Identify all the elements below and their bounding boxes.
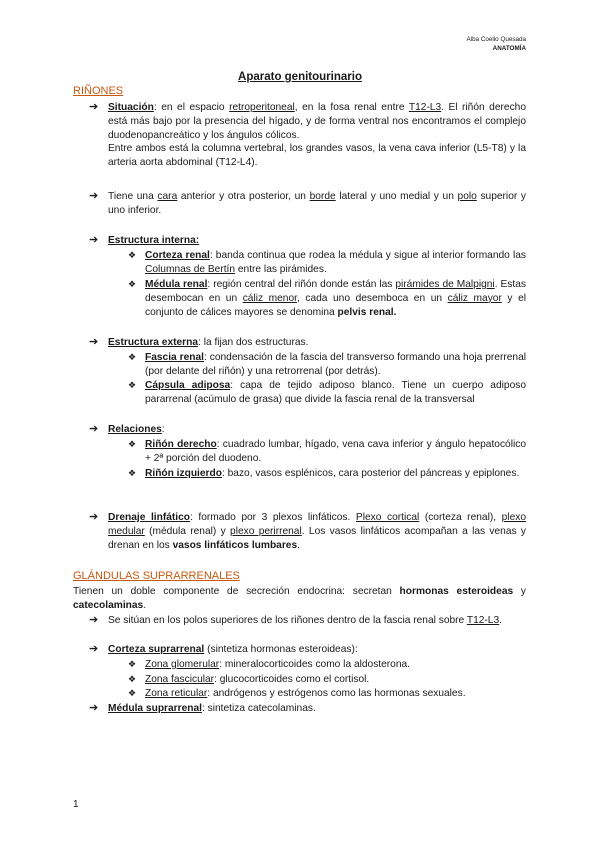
paragraph-situacion-2: Entre ambos está la columna vertebral, los grandes vasos, la vena cava inferior (L5-T8) y la arteria aorta abdominal (T12-L4). xyxy=(108,143,526,169)
paragraph-glandulas-intro: Tienen un doble componente de secreción endocrina: secretan hormonas esteroideas y catecolaminas. xyxy=(73,586,526,611)
paragraph-situacion-glandulas: Se sitúan en los polos superiores de los riñones dentro de la fascia renal sobre T12-L3. xyxy=(108,615,502,626)
paragraph-medula-suprarrenal: Médula suprarrenal: sintetiza catecolaminas. xyxy=(108,703,316,714)
diamond-bullet-icon: ❖ xyxy=(128,279,137,289)
diamond-bullet-icon: ❖ xyxy=(128,688,137,698)
author-name: Alba Coello Quesada xyxy=(466,36,526,43)
paragraph-medula-renal: Médula renal: región central del riñón donde están las pirámides de Malpigni. Estas desembocan en un cáliz menor, cada uno desemboca en un cáliz mayor y el conjunto de cálices mayores se denomina pelvis renal. xyxy=(145,279,527,318)
diamond-bullet-icon: ❖ xyxy=(128,250,137,260)
arrow-bullet-icon: ➔ xyxy=(89,511,99,523)
arrow-bullet-icon: ➔ xyxy=(89,423,99,435)
term-situacion: Situación xyxy=(108,102,154,113)
arrow-bullet-icon: ➔ xyxy=(89,614,99,626)
paragraph-caras: Tiene una cara anterior y otra posterior, un borde lateral y uno medial y un polo superior y uno inferior. xyxy=(108,191,527,216)
section-heading-rinones: RIÑONES xyxy=(73,85,124,97)
list-item-zona-fascicular: Zona fascicular: glucocorticoides como el cortisol. xyxy=(145,674,370,685)
arrow-bullet-icon: ➔ xyxy=(89,643,99,655)
page-header xyxy=(466,35,526,53)
list-item-zona-glomerular: Zona glomerular: mineralocorticoides como la aldosterona. xyxy=(145,659,411,670)
subject-name: ANATOMÍA xyxy=(492,45,526,52)
diamond-bullet-icon: ❖ xyxy=(128,352,137,362)
paragraph-capsula-adiposa: Cápsula adiposa: capa de tejido adiposo blanco. Tiene un cuerpo adiposo pararrenal (acúmulo de grasa) que divide la fascia renal de la transversal xyxy=(145,380,526,405)
arrow-bullet-icon: ➔ xyxy=(89,101,99,113)
arrow-bullet-icon: ➔ xyxy=(89,702,99,714)
heading-corteza-suprarrenal: Corteza suprarrenal (sintetiza hormonas esteroideas): xyxy=(108,644,358,655)
page-number: 1 xyxy=(73,799,79,810)
heading-estructura-externa: Estructura externa: la fijan dos estructuras. xyxy=(108,337,309,348)
diamond-bullet-icon: ❖ xyxy=(128,659,137,669)
paragraph-corteza-renal: Corteza renal: banda continua que rodea la médula y sigue al interior formando las Columnas de Bertín entre las pirámides. xyxy=(145,250,526,275)
diamond-bullet-icon: ❖ xyxy=(128,674,137,684)
paragraph-rinon-izquierdo: Riñón izquierdo: bazo, vasos esplénicos, cara posterior del páncreas y epiplones. xyxy=(145,468,520,479)
paragraph-rinon-derecho: Riñón derecho: cuadrado lumbar, hígado, vena cava inferior y ángulo hepatocólico + 2ª porción del duodeno. xyxy=(145,439,526,464)
heading-relaciones: Relaciones: xyxy=(108,424,165,435)
diamond-bullet-icon: ❖ xyxy=(128,380,137,390)
arrow-bullet-icon: ➔ xyxy=(89,234,99,246)
section-heading-glandulas: GLÁNDULAS SUPRARRENALES xyxy=(73,570,240,582)
arrow-bullet-icon: ➔ xyxy=(89,190,99,202)
document-title: Aparato genitourinario xyxy=(238,71,362,83)
diamond-bullet-icon: ❖ xyxy=(128,468,137,478)
list-item-zona-reticular: Zona reticular: andrógenos y estrógenos como las hormonas sexuales. xyxy=(145,688,466,699)
paragraph-drenaje-linfatico: Drenaje linfático: formado por 3 plexos linfáticos. Plexo cortical (corteza renal), plexo medular (médula renal) y plexo perirrenal. Los vasos linfáticos acompañan a las venas y drenan en los vasos linfáticos lumbares. xyxy=(108,512,526,551)
paragraph-situacion: Situación: en el espacio retroperitoneal, en la fosa renal entre T12-L3. El riñón derecho está más bajo por la presencia del hígado, y de forma ventral nos encontramos el complejo duodenopancreático y los ángulos cólicos. Entre ambos está la columna vertebral, los grandes vasos, la vena cava inferior (L5-T8) y la arteria aorta abdominal (T12-L4). xyxy=(108,102,526,169)
heading-estructura-interna: Estructura interna: xyxy=(108,235,200,246)
arrow-bullet-icon: ➔ xyxy=(89,336,99,348)
paragraph-fascia-renal: Fascia renal: condensación de la fascia del transverso formando una hoja prerrenal (por delante del riñón) y una retrorrenal (por detrás). xyxy=(145,352,526,377)
diamond-bullet-icon: ❖ xyxy=(128,439,137,449)
